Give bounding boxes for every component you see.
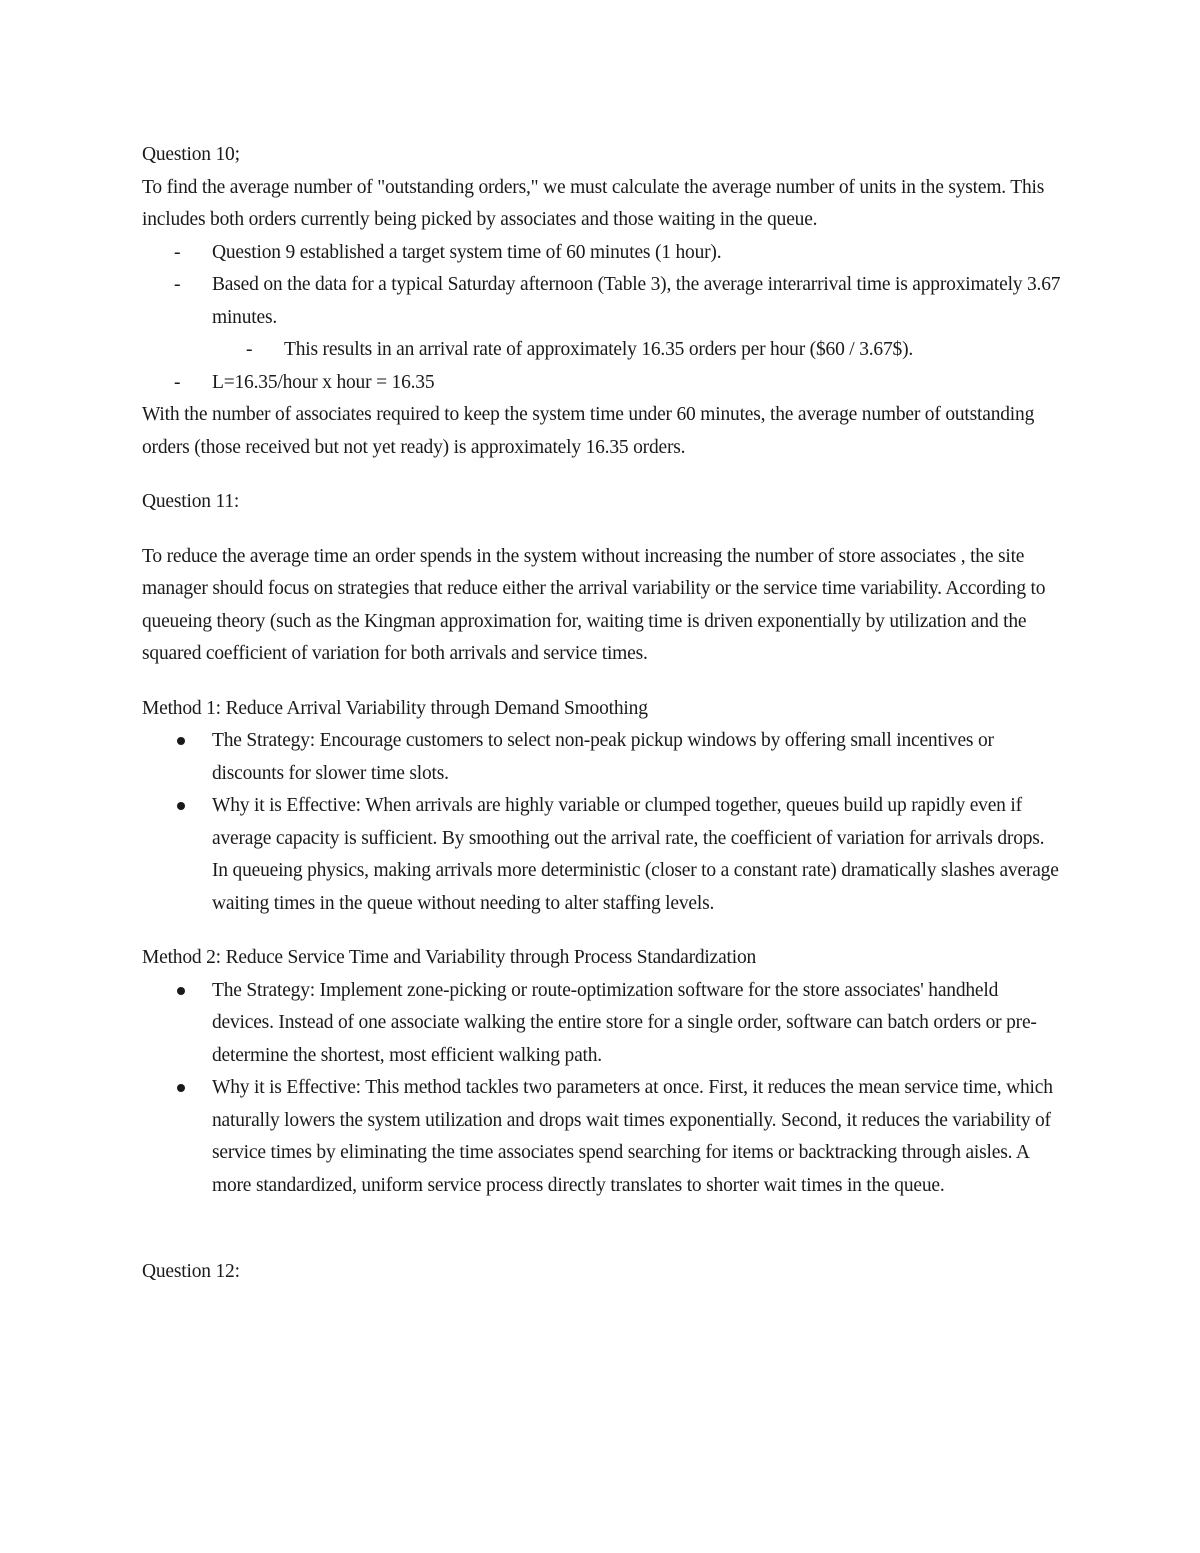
document-body: [142, 139, 1062, 1289]
list-item-text: This results in an arrival rate of approximately 16.35 orders per hour ($60 / 3.67$).: [284, 339, 914, 360]
question-10-list: [142, 237, 1062, 335]
method-2-title: Method 2: Reduce Service Time and Variability through Process Standardization: [142, 947, 757, 968]
question-11-heading: Question 11:: [142, 491, 240, 512]
list-item-text: The Strategy: Encourage customers to select non-peak pickup windows by offering small incentives or discounts for slower time slots.: [212, 730, 994, 784]
question-10-intro: To find the average number of "outstanding orders," we must calculate the average number of units in the system. This includes both orders currently being picked by associates and those waiting in the queue.: [142, 176, 1045, 230]
question-12-heading: Question 12:: [142, 1261, 240, 1282]
list-item: [142, 334, 1062, 367]
question-11-intro: To reduce the average time an order spends in the system without increasing the number of store associates , the site manager should focus on strategies that reduce either the arrival variability or the service time variability. According to queueing theory (such as the Kingman approximation for, waiting time is driven exponentially by utilization and the squared coefficient of variation for both arrivals and service times.: [142, 545, 1046, 664]
dash-marker: -: [174, 371, 181, 393]
list-item: [142, 367, 1062, 400]
list-item-text: Why it is Effective: This method tackles two parameters at once. First, it reduces the mean service time, which naturally lowers the system utilization and drops wait times exponentially. Second, it reduces the variability of service times by eliminating the time associates spend searching for items or backtracking through aisles. A more standardized, uniform service process directly translates to shorter wait times in the queue.: [212, 1077, 1053, 1196]
bullet-icon: [177, 737, 185, 745]
list-item: [142, 1072, 1062, 1202]
formula-text: L=16.35/hour x hour = 16.35: [212, 371, 435, 393]
list-item: [142, 237, 1062, 270]
list-item-text: Why it is Effective: When arrivals are highly variable or clumped together, queues build up rapidly even if average capacity is sufficient. By smoothing out the arrival rate, the coefficient of variation for arrivals drops. In queueing physics, making arrivals more deterministic (closer to a constant rate) dramatically slashes average waiting times in the queue without needing to alter staffing levels.: [212, 795, 1059, 914]
list-item-text: The Strategy: Implement zone-picking or route-optimization software for the store associates' handheld devices. Instead of one associate walking the entire store for a single order, software can batch orders or pre-determine the shortest, most efficient walking path.: [212, 979, 1037, 1066]
list-item: [142, 975, 1062, 1073]
list-item: [142, 269, 1062, 334]
method-2-list: [142, 975, 1062, 1203]
list-item: [142, 725, 1062, 790]
method-1-list: [142, 725, 1062, 920]
list-item-text: Based on the data for a typical Saturday afternoon (Table 3), the average interarrival time is approximately 3.67 minutes.: [212, 274, 1061, 328]
list-item-text: Question 9 established a target system time of 60 minutes (1 hour).: [212, 241, 722, 263]
bullet-icon: [177, 802, 185, 810]
bullet-icon: [177, 987, 185, 995]
dash-marker: -: [174, 274, 181, 295]
method-1-title: Method 1: Reduce Arrival Variability through Demand Smoothing: [142, 697, 648, 719]
question-10-formula-list: [142, 367, 1062, 400]
list-item: [142, 790, 1062, 920]
dash-marker: -: [246, 339, 253, 360]
question-10-conclusion: With the number of associates required to keep the system time under 60 minutes, the average number of outstanding orders (those received but not yet ready) is approximately 16.35 orders.: [142, 404, 1035, 458]
dash-marker: -: [174, 241, 181, 263]
bullet-icon: [177, 1084, 185, 1092]
question-10-sublist: [142, 334, 1062, 367]
question-10-heading: Question 10;: [142, 144, 240, 165]
